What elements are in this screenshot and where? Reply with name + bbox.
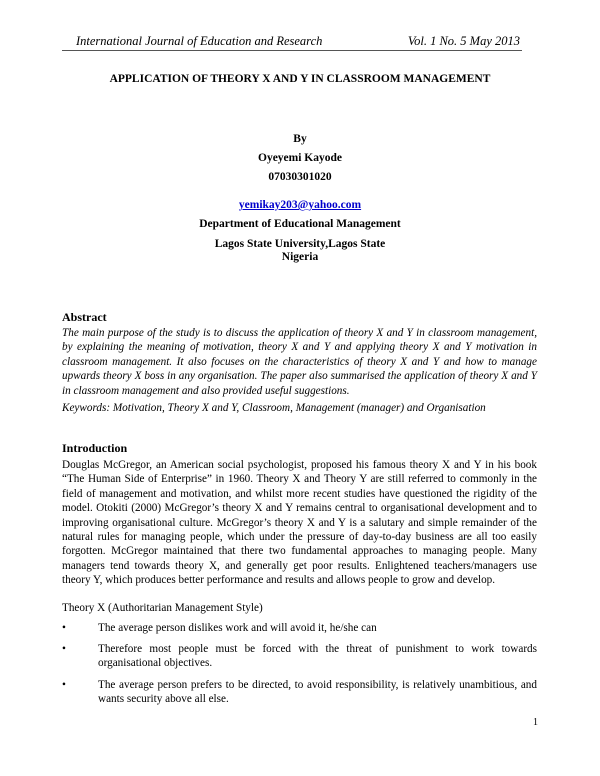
journal-name: International Journal of Education and Research <box>76 34 323 48</box>
page-number: 1 <box>533 717 538 728</box>
author-country: Nigeria <box>281 251 319 263</box>
keywords: Keywords: Motivation, Theory X and Y, Classroom, Management (manager) and Organisation <box>62 402 486 414</box>
running-header <box>62 34 522 51</box>
author-email-wrapper <box>0 199 600 211</box>
list-item-text: The average person prefers to be directed, to avoid responsibility, is relatively unambitious, and wants security above all else. <box>98 679 537 706</box>
author-phone: 07030301020 <box>268 171 332 183</box>
introduction-text: Douglas McGregor, an American social psychologist, proposed his famous theory X and Y in his book “The Human Side of Enterprise” in 1960. Theory X and Theory Y are still referred to commonly in the field of management and motivation, and whilst more recent studies have questioned the rigidity of the model. Otokiti (2000) McGregor’s theory X and Y remains central to organisational development and to improving organisational culture. McGregor’s theory X and Y is a salutary and simple remainder of the natural rules for managing people, which under the pressure of day-to-day business are all too easily forgotten. McGregor maintained that there two fundamental approaches to managing people. Many managers tend towards theory X, and generally get poor results. Enlightened teachers/managers use theory Y, which produces better performance and results and allows people to grow and develop. <box>62 459 537 587</box>
abstract-heading: Abstract <box>62 310 107 324</box>
volume-info: Vol. 1 No. 5 May 2013 <box>407 34 520 48</box>
by-label: By <box>293 133 307 145</box>
abstract-text: The main purpose of the study is to discuss the application of theory X and Y in classroom management, by explaining the meaning of motivation, theory X and Y and applying theory X and Y motivation in classroom management. It also focuses on the characteristics of theory X and Y and how to manage upwards theory X boss in any organisation. The paper also summarised the application of theory X and Y in classroom management and also provided useful suggestions. <box>62 327 537 397</box>
introduction-heading: Introduction <box>62 441 128 455</box>
theory-x-heading: Theory X (Authoritarian Management Style) <box>62 602 263 614</box>
list-item-text: The average person dislikes work and will avoid it, he/she can <box>98 622 377 634</box>
author-department: Department of Educational Management <box>199 218 401 230</box>
author-university: Lagos State University,Lagos State <box>214 238 386 250</box>
author-email-link[interactable]: yemikay203@yahoo.com <box>238 199 362 211</box>
bullet-icon: • <box>62 679 66 691</box>
bullet-icon: • <box>62 622 66 634</box>
author-name: Oyeyemi Kayode <box>258 152 342 164</box>
list-item-text: Therefore most people must be forced with the threat of punishment to work towards organisational objectives. <box>98 643 537 670</box>
bullet-icon: • <box>62 643 66 655</box>
paper-title: APPLICATION OF THEORY X AND Y IN CLASSROOM MANAGEMENT <box>109 73 491 85</box>
